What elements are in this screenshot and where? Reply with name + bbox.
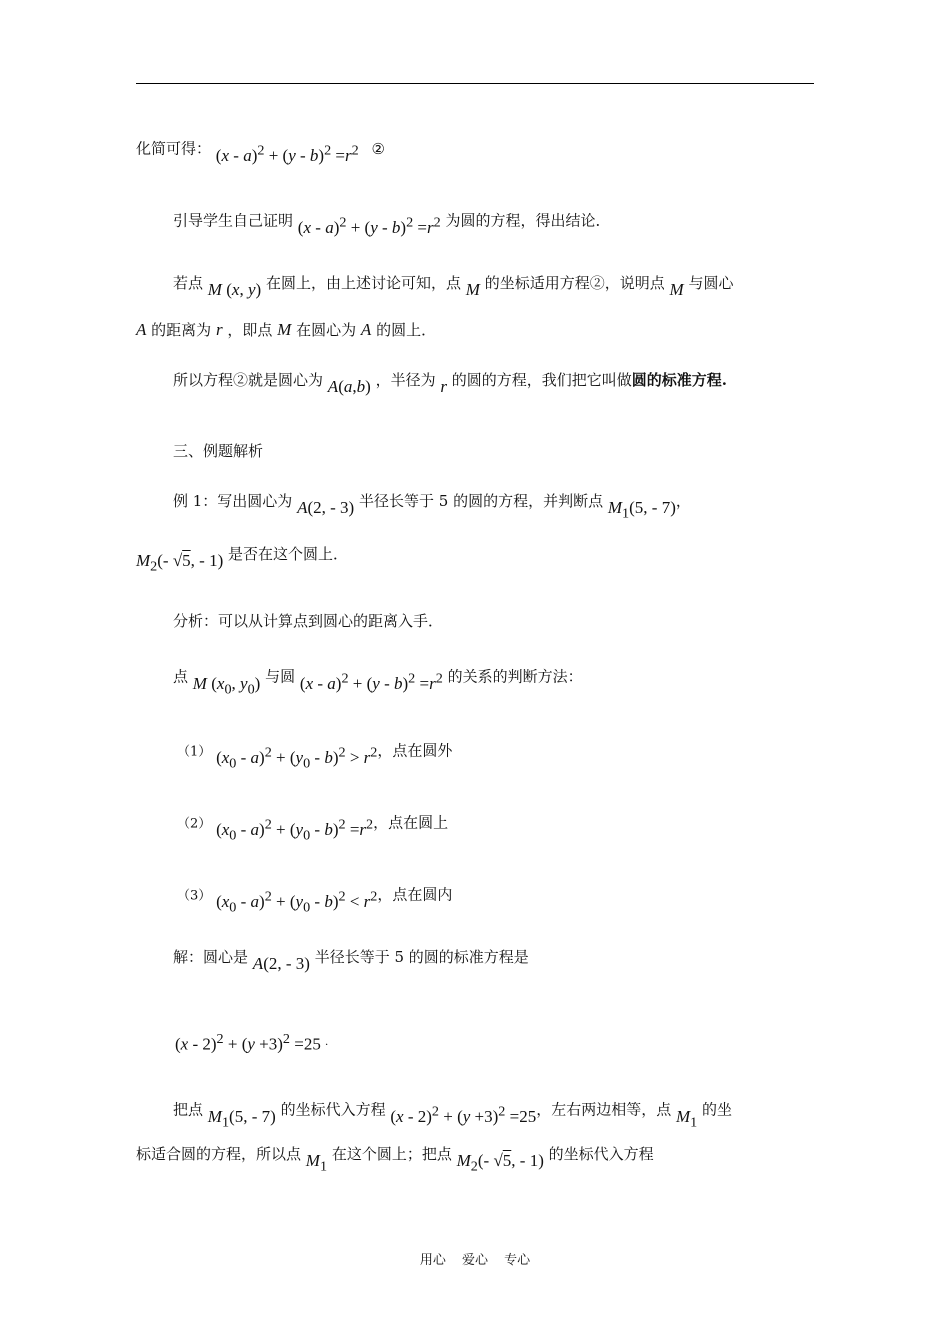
inequality: $(x_0 - a)^2 + (y_0 - b)^2 > r^2$	[216, 744, 378, 772]
section-heading: 三、例题解析	[173, 442, 264, 460]
text: 的圆上．	[376, 321, 437, 339]
case-number: （3）	[177, 888, 212, 904]
text: 为圆的方程，得出结论．	[445, 211, 611, 230]
text: 的距离为	[151, 321, 212, 339]
example-line	[136, 542, 349, 575]
paragraph-line	[136, 318, 436, 342]
text: 半径长等于 5 的圆的方程，并判断点	[359, 492, 604, 510]
text: 化简可得：	[136, 139, 212, 158]
text: ，点在圆上	[373, 813, 449, 832]
footer-text: 爱心	[461, 1253, 488, 1268]
case-inside	[177, 877, 453, 916]
text: 的坐标代入方程	[548, 1145, 654, 1163]
equation: $(x - a)^2 + (y - b)^2 =r^2$	[299, 670, 443, 693]
point-m1: $M_1(5$, - 7)	[607, 498, 676, 522]
text: 点	[173, 667, 189, 686]
point-a: A(a,b)	[327, 377, 371, 396]
symbol-a: A	[360, 320, 372, 339]
symbol-m: M	[277, 320, 292, 339]
point-m2: $M_2(-$ √5, - 1)	[136, 551, 224, 575]
text: 的坐标适用方程②，说明点	[484, 274, 665, 292]
inequality: $(x_0 - a)^2 + (y_0 - b)^2 < r^2$	[216, 888, 378, 916]
text: ，即点	[227, 321, 273, 339]
point-m0: M ($x_0$, $y_0$)	[192, 673, 261, 698]
equation: $(x_0 - a)^2 + (y_0 - b)^2 =r^2$	[216, 816, 374, 844]
derivation-line	[136, 131, 385, 165]
proof-line	[173, 203, 611, 237]
symbol-r: r	[215, 320, 223, 339]
circled-number: ②	[371, 139, 385, 158]
equation: $(x - 2)^2 + (y +3)^2 =25$	[390, 1103, 537, 1126]
text: 标适合圆的方程，所以点	[136, 1145, 302, 1163]
solution-line	[173, 945, 529, 973]
text: 所以方程②就是圆心为	[173, 371, 324, 389]
text: 的坐标代入方程	[280, 1100, 386, 1119]
symbol-m1: $M_1$	[676, 1106, 698, 1131]
text: 是否在这个圆上．	[228, 545, 349, 563]
point-m2: $M_2(-$ √5, - 1)	[456, 1151, 544, 1175]
footer-text: 专心	[504, 1253, 531, 1268]
text: 与圆	[265, 667, 296, 686]
text: 的坐	[702, 1100, 733, 1119]
text: 例 1：写出圆心为	[173, 492, 293, 510]
point-m1: $M_1(5$, - 7)	[207, 1106, 276, 1131]
footer	[0, 1249, 950, 1268]
text: 引导学生自己证明	[173, 211, 294, 230]
text: ，左右两边相等，点	[536, 1100, 672, 1119]
equation: $(x - a)^2 + (y - b)^2 =r^2$	[297, 214, 441, 237]
text: 若点	[173, 274, 204, 292]
point-a: A(2, - 3)	[297, 498, 355, 517]
case-number: （2）	[177, 816, 212, 832]
text: ，	[675, 492, 691, 510]
standard-equation: $(x - 2)^2 + (y +3)^2 =25$ .	[175, 1031, 329, 1054]
text: ，半径为	[375, 371, 436, 389]
text: ，点在圆外	[377, 741, 453, 760]
header-rule	[136, 83, 814, 84]
symbol-a: A	[136, 320, 147, 339]
symbol-m1: $M_1$	[305, 1151, 328, 1175]
text: 半径长等于 5 的圆的标准方程是	[314, 948, 529, 966]
text: ，点在圆内	[377, 885, 453, 904]
paragraph-line	[173, 271, 734, 299]
text: 在圆心为	[296, 321, 357, 339]
symbol-m: M	[465, 280, 480, 299]
footer-text: 用心	[419, 1253, 446, 1268]
point-a: A(2, - 3)	[252, 954, 310, 973]
text: 在这个圆上；把点	[331, 1145, 452, 1163]
paragraph-line	[136, 1142, 654, 1175]
text: 把点	[173, 1100, 204, 1119]
text: 解：圆心是	[173, 948, 249, 966]
text: 与圆心	[688, 274, 734, 292]
point-m: M (x, y)	[207, 280, 262, 299]
text: 的关系的判断方法：	[447, 667, 583, 686]
paragraph-line	[173, 368, 728, 396]
symbol-r: r	[440, 377, 447, 396]
key-term: 圆的标准方程.	[631, 371, 728, 389]
example-line	[173, 489, 691, 522]
paragraph-line	[173, 1092, 733, 1131]
case-number: （1）	[177, 744, 212, 760]
equation-2: $(x - a)^2 + (y - b)^2 =r^2$	[215, 142, 359, 165]
text: 在圆上，由上述讨论可知，点	[265, 274, 461, 292]
case-outside	[177, 733, 453, 772]
analysis-line: 分析：可以从计算点到圆心的距离入手．	[173, 612, 444, 630]
paragraph-line	[173, 659, 583, 698]
symbol-m: M	[669, 280, 684, 299]
text: 的圆的方程，我们把它叫做	[451, 371, 632, 389]
case-on	[177, 805, 449, 844]
